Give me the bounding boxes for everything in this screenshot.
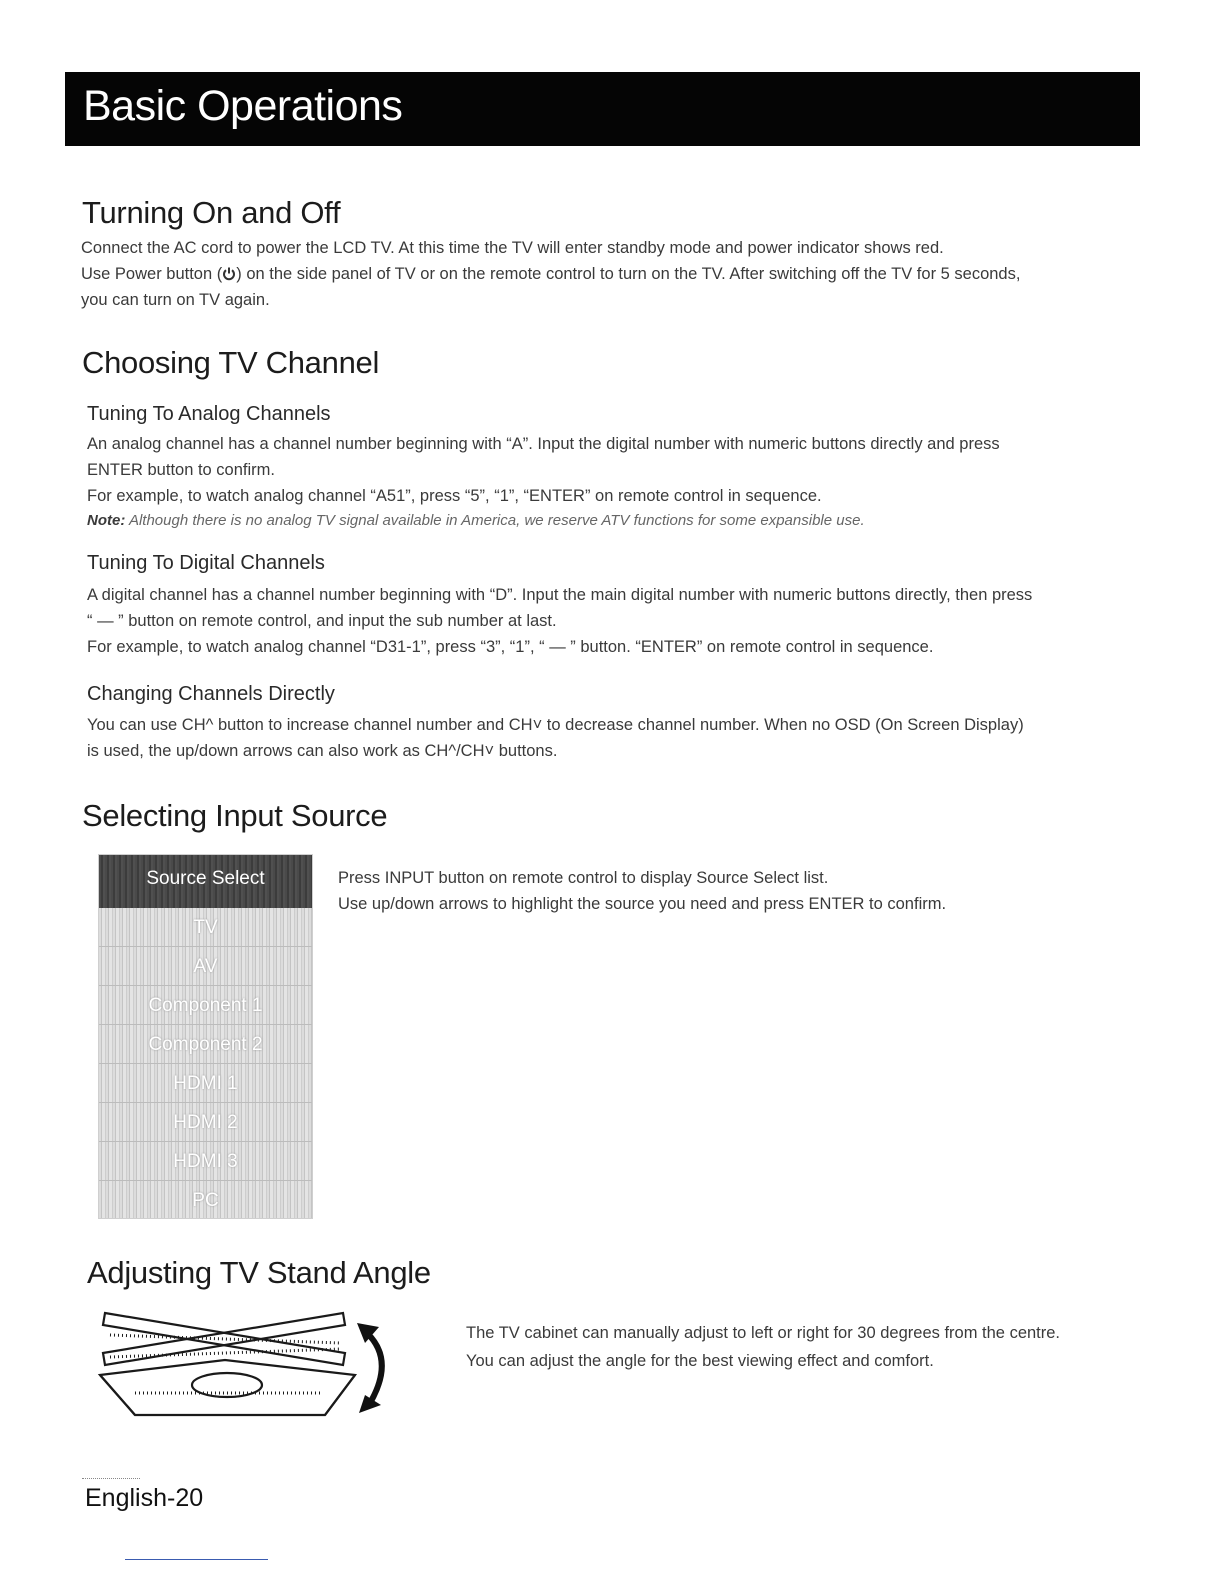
stand-line-1: The TV cabinet can manually adjust to left or right for 30 degrees from the centre. <box>466 1324 1061 1342</box>
screen-outline-right <box>103 1313 345 1365</box>
digital-line-2: “ — ” button on remote control, and input the sub number at last. <box>87 612 557 630</box>
source-option-hdmi-3[interactable]: HDMI 3 <box>99 1142 312 1181</box>
source-option-pc[interactable]: PC <box>192 1190 219 1211</box>
analog-line-2: ENTER button to confirm. <box>87 461 275 479</box>
digital-heading: Tuning To Digital Channels <box>87 552 325 574</box>
turning-line-1: Connect the AC cord to power the LCD TV. At this time the TV will enter standby mode and power indicator shows red. <box>81 239 944 257</box>
footer-divider <box>82 1478 140 1479</box>
direct-line-1: You can use CH^ button to increase channel number and CH˅ to decrease channel number. When no OSD (On Screen Display) <box>87 716 1024 734</box>
source-option-av[interactable]: AV <box>99 947 312 986</box>
source-select-menu <box>98 854 313 1219</box>
source-option-component-1[interactable]: Component 1 <box>99 986 312 1025</box>
source-option-hdmi-1[interactable]: HDMI 1 <box>99 1064 312 1103</box>
digital-line-3: For example, to watch analog channel “D31-1”, press “3”, “1”, “ — ” button. “ENTER” on remote control in sequence. <box>87 638 934 656</box>
stand-base <box>100 1360 355 1415</box>
digital-line-1: A digital channel has a channel number beginning with “D”. Input the main digital number with numeric buttons directly, then press <box>87 586 1033 604</box>
note-label: Note: <box>87 512 126 529</box>
turning-heading: Turning On and Off <box>82 195 341 230</box>
source-option-hdmi-2[interactable]: HDMI 2 <box>99 1103 312 1142</box>
source-option-component-2[interactable]: Component 2 <box>99 1025 312 1064</box>
analog-line-3: For example, to watch analog channel “A51”, press “5”, “1”, “ENTER” on remote control in sequence. <box>87 487 822 505</box>
source-option-tv[interactable]: TV <box>99 908 312 947</box>
direct-heading: Changing Channels Directly <box>87 683 335 705</box>
page-number: English-20 <box>85 1484 204 1512</box>
stand-heading: Adjusting TV Stand Angle <box>87 1255 431 1290</box>
direct-line-2: is used, the up/down arrows can also work as CH^/CH˅ buttons. <box>87 742 558 760</box>
turning-line-2 <box>81 261 1020 287</box>
analog-heading: Tuning To Analog Channels <box>87 403 331 425</box>
power-icon <box>222 267 236 281</box>
analog-line-1: An analog channel has a channel number beginning with “A”. Input the digital number with numeric buttons directly and press <box>87 435 1000 453</box>
source-select-title: Source Select <box>146 868 265 889</box>
turning-line-2b: ) on the side panel of TV or on the remote control to turn on the TV. After switching off the TV for 5 seconds, <box>236 265 1021 283</box>
analog-note <box>87 512 865 529</box>
channel-heading: Choosing TV Channel <box>82 345 380 380</box>
input-line-1: Press INPUT button on remote control to display Source Select list. <box>338 869 829 887</box>
page-title: Basic Operations <box>83 82 403 130</box>
rotation-arrow-icon <box>357 1323 382 1413</box>
stand-line-2: You can adjust the angle for the best viewing effect and comfort. <box>466 1352 934 1370</box>
bottom-divider <box>125 1559 268 1560</box>
turning-line-2a: Use Power button ( <box>81 265 223 283</box>
tv-stand-rotation-illustration <box>95 1305 405 1425</box>
screen-outline-left <box>103 1313 345 1365</box>
input-heading: Selecting Input Source <box>82 798 388 833</box>
source-select-header <box>99 855 312 908</box>
note-text: Although there is no analog TV signal available in America, we reserve ATV functions for some expansible use. <box>125 512 865 529</box>
turning-line-3: you can turn on TV again. <box>81 291 270 309</box>
input-line-2: Use up/down arrows to highlight the source you need and press ENTER to confirm. <box>338 895 947 913</box>
section-banner <box>65 72 1140 146</box>
